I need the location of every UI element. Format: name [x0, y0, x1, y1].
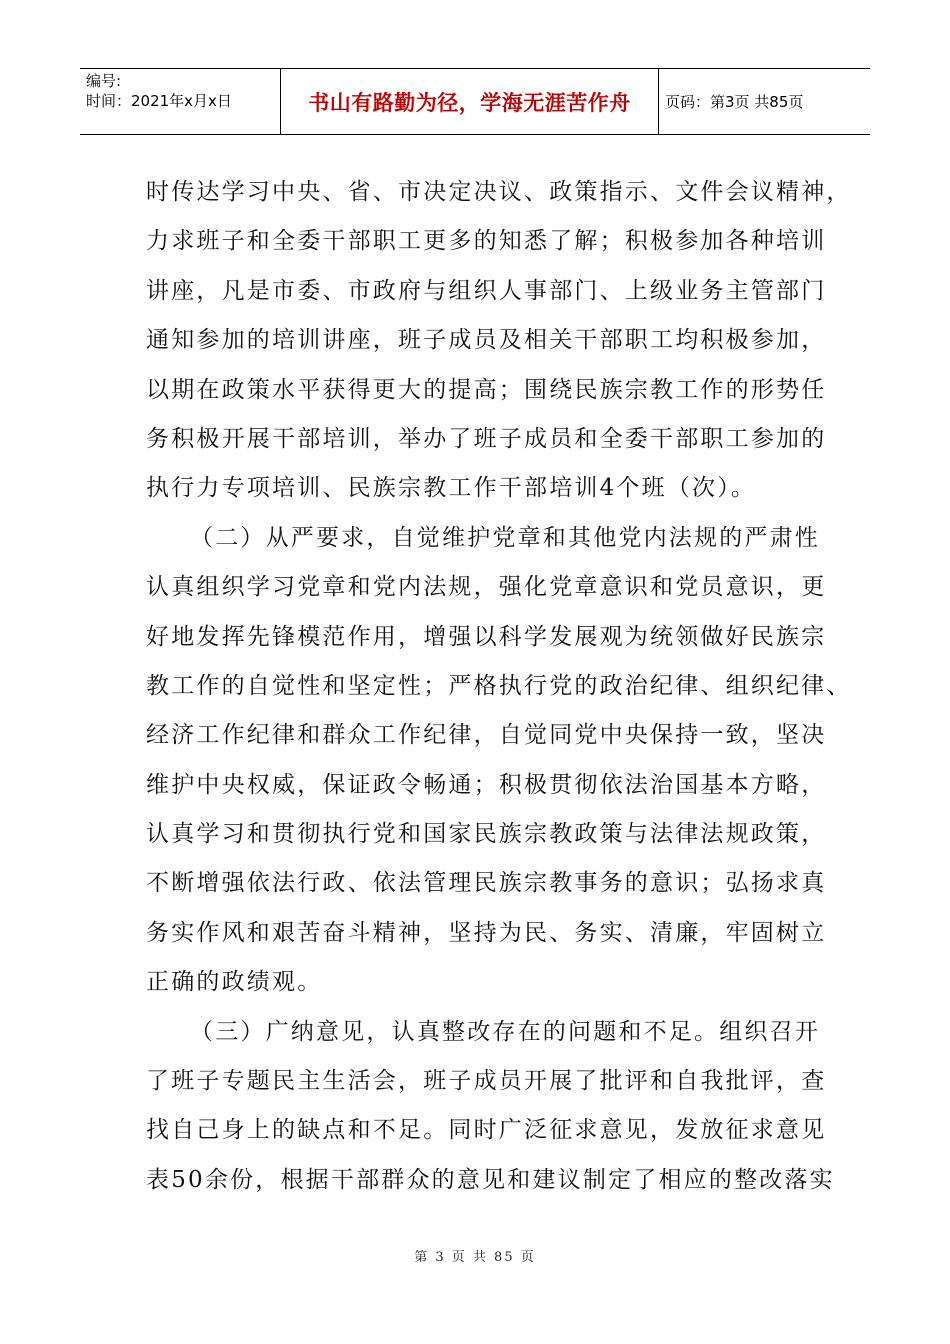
- body-line: 找自己身上的缺点和不足。同时广泛征求意见，发放征求意见: [146, 1117, 827, 1144]
- number-label: 编号:: [86, 72, 122, 90]
- page-footer: 第 3 页 共 85 页: [414, 1250, 536, 1265]
- body-line: 讲座，凡是市委、市政府与组织人事部门、上级业务主管部门: [146, 277, 827, 304]
- body-line: 认真组织学习党章和党内法规，强化党章意识和党员意识，更: [146, 574, 827, 601]
- section-heading: （二）从严要求，自觉维护党章和其他党内法规的严肃性: [190, 524, 820, 551]
- body-line: 正确的政绩观。: [146, 969, 323, 996]
- page-header: [80, 68, 870, 135]
- header-divider: [658, 69, 659, 134]
- body-line: 不断增强依法行政、依法管理民族宗教事务的意识；弘扬求真: [146, 870, 827, 897]
- body-line: 务积极开展干部培训，举办了班子成员和全委干部职工参加的: [146, 425, 827, 452]
- body-line: 维护中央权威，保证政令畅通；积极贯彻依法治国基本方略，: [146, 771, 827, 798]
- header-meta: [80, 69, 280, 134]
- body-line: 经济工作纪律和群众工作纪律，自觉同党中央保持一致，坚决: [146, 722, 827, 749]
- body-line: 表50余份，根据干部群众的意见和建议制定了相应的整改落实: [146, 1166, 835, 1193]
- document-body: [146, 168, 852, 1205]
- body-line: 认真学习和贯彻执行党和国家民族宗教政策与法律法规政策，: [146, 821, 827, 848]
- body-line: 力求班子和全委干部职工更多的知悉了解；积极参加各种培训: [146, 228, 827, 255]
- date-label: 时间：2021年x月x日: [86, 92, 232, 110]
- body-line: 执行力专项培训、民族宗教工作干部培训4个班（次）。: [146, 475, 757, 502]
- body-line: 以期在政策水平获得更大的提高；围绕民族宗教工作的形势任: [146, 376, 827, 403]
- body-line: 务实作风和艰苦奋斗精神，坚持为民、务实、清廉，牢固树立: [146, 919, 827, 946]
- body-line: 通知参加的培训讲座，班子成员及相关干部职工均积极参加，: [146, 327, 827, 354]
- section-heading: （三）广纳意见，认真整改存在的问题和不足。组织召开: [190, 1018, 820, 1045]
- body-line: 时传达学习中央、省、市决定决议、政策指示、文件会议精神，: [146, 179, 852, 205]
- header-motto: 书山有路勤为径，学海无涯苦作舟: [308, 90, 631, 115]
- body-line: 教工作的自觉性和坚定性；严格执行党的政治纪律、组织纪律、: [146, 672, 852, 699]
- body-line: 好地发挥先锋模范作用，增强以科学发展观为统领做好民族宗: [146, 623, 827, 650]
- body-line: 了班子专题民主生活会，班子成员开展了批评和自我批评，查: [146, 1068, 827, 1095]
- header-page-info: 页码：第3页 共85页: [665, 93, 804, 111]
